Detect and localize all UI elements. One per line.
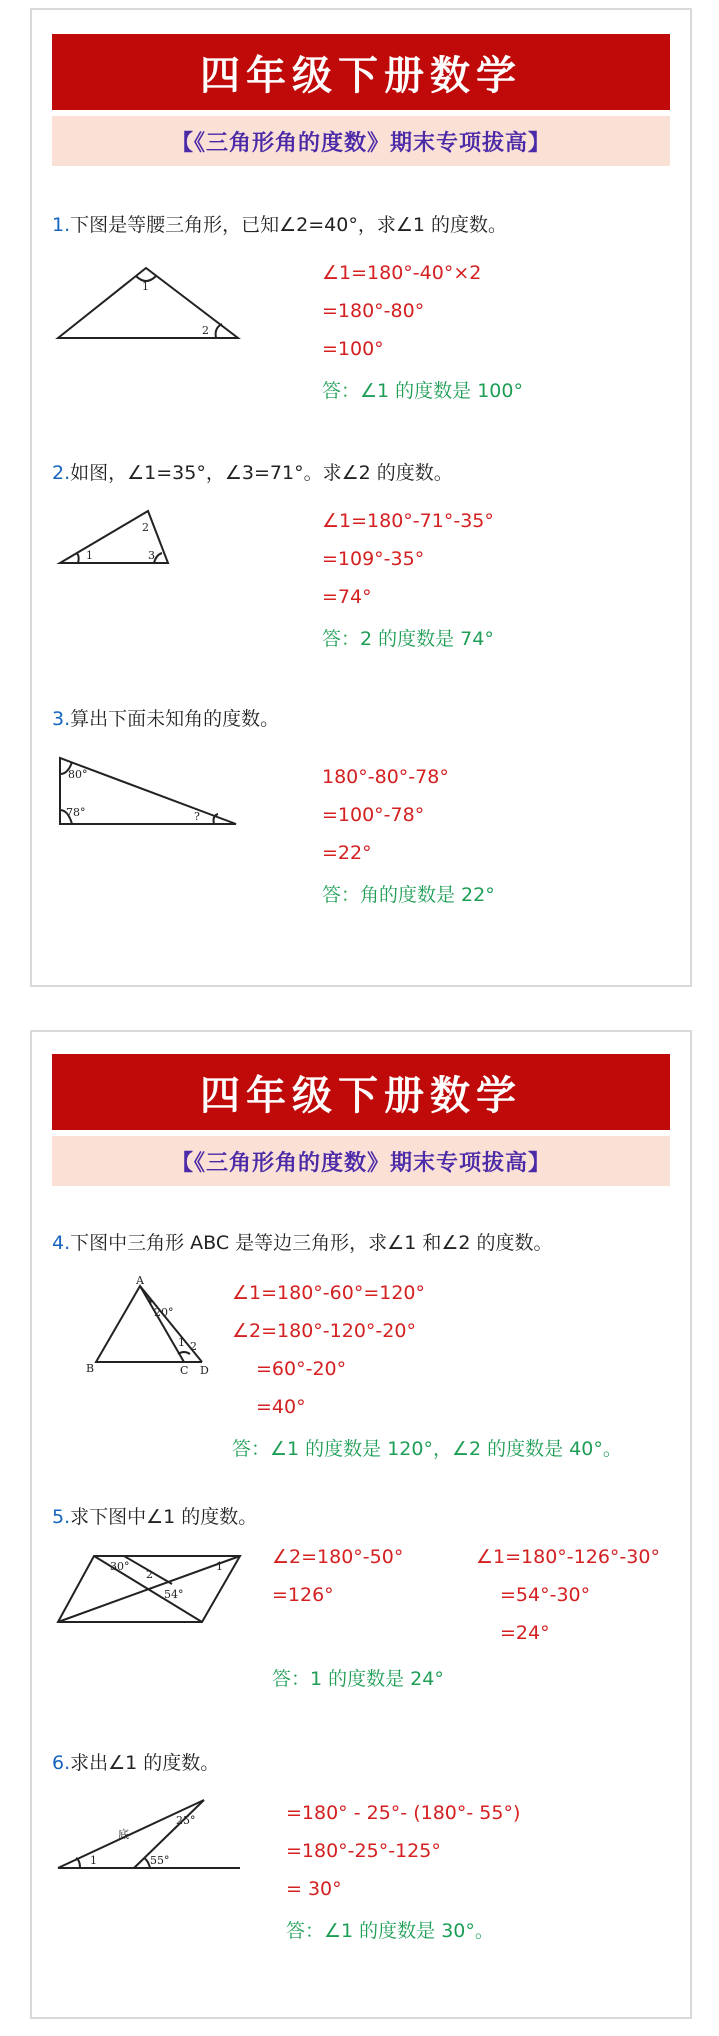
angle-label: 25° bbox=[176, 1814, 196, 1827]
angle-label: 3 bbox=[148, 549, 155, 562]
page-title: 四年级下册数学 bbox=[52, 1054, 670, 1130]
solution-step: 180°-80°-78° bbox=[322, 766, 449, 788]
triangle-figure-2 bbox=[56, 505, 176, 575]
question-5 bbox=[52, 1502, 257, 1529]
worksheet-card-2 bbox=[30, 1030, 692, 2019]
angle-label: 20° bbox=[154, 1306, 174, 1319]
vertex-label: D bbox=[200, 1364, 209, 1377]
solution-step: =24° bbox=[500, 1622, 550, 1644]
answer-text: 答：∠1 的度数是 30°。 bbox=[286, 1920, 494, 1942]
question-number: 1. bbox=[52, 214, 71, 236]
angle-label: 2 bbox=[202, 324, 209, 337]
angle-label: ? bbox=[194, 810, 200, 823]
page-subtitle: 【《三角形角的度数》期末专项拔高】 bbox=[52, 1136, 670, 1186]
question-text: 下图中三角形 ABC 是等边三角形，求∠1 和∠2 的度数。 bbox=[70, 1232, 553, 1254]
angle-label: 30° bbox=[110, 1560, 130, 1573]
angle-label: 2 bbox=[190, 1340, 197, 1353]
side-label: 底 bbox=[118, 1828, 129, 1841]
angle-label: 55° bbox=[150, 1854, 170, 1867]
parallelogram-figure bbox=[54, 1548, 244, 1628]
solution-step: =54°-30° bbox=[500, 1584, 591, 1606]
angle-label: 2 bbox=[142, 521, 149, 534]
solution-step: ∠1=180°-40°×2 bbox=[322, 262, 482, 284]
question-text: 求出∠1 的度数。 bbox=[70, 1752, 220, 1774]
question-number: 5. bbox=[52, 1506, 71, 1528]
angle-label: 1 bbox=[86, 549, 93, 562]
solution-step: =60°-20° bbox=[256, 1358, 347, 1380]
vertex-label: A bbox=[136, 1274, 144, 1287]
answer-text: 答：∠1 的度数是 100° bbox=[322, 380, 523, 402]
question-1 bbox=[52, 210, 507, 237]
solution-step: ∠1=180°-71°-35° bbox=[322, 510, 494, 532]
question-number: 3. bbox=[52, 708, 71, 730]
angle-label: 54° bbox=[164, 1588, 184, 1601]
solution-step: ∠1=180°-60°=120° bbox=[232, 1282, 426, 1304]
solution-step: =180°-25°-125° bbox=[286, 1840, 441, 1862]
question-text: 下图是等腰三角形，已知∠2=40°，求∠1 的度数。 bbox=[70, 214, 508, 236]
question-3 bbox=[52, 704, 279, 731]
angle-label: 1 bbox=[90, 1854, 97, 1867]
worksheet-card-1 bbox=[30, 8, 692, 987]
question-text: 如图，∠1=35°，∠3=71°。求∠2 的度数。 bbox=[70, 462, 453, 484]
isosceles-triangle-figure bbox=[52, 258, 242, 348]
vertex-label: C bbox=[180, 1364, 189, 1377]
answer-text: 答：角的度数是 22° bbox=[322, 884, 495, 906]
solution-step: =180°-80° bbox=[322, 300, 425, 322]
solution-step: =22° bbox=[322, 842, 372, 864]
triangle-figure-6 bbox=[54, 1794, 244, 1874]
question-text: 求下图中∠1 的度数。 bbox=[70, 1506, 258, 1528]
answer-text: 答：2 的度数是 74° bbox=[322, 628, 494, 650]
solution-step: =109°-35° bbox=[322, 548, 425, 570]
answer-text: 答：∠1 的度数是 120°，∠2 的度数是 40°。 bbox=[232, 1438, 622, 1460]
solution-step: =180° - 25°- (180°- 55°) bbox=[286, 1802, 521, 1824]
solution-step: =74° bbox=[322, 586, 372, 608]
triangle-figure-3 bbox=[54, 750, 244, 830]
question-number: 4. bbox=[52, 1232, 71, 1254]
solution-step: ∠2=180°-50° bbox=[272, 1546, 404, 1568]
solution-step: = 30° bbox=[286, 1878, 342, 1900]
solution-step: =126° bbox=[272, 1584, 334, 1606]
solution-step: =40° bbox=[256, 1396, 306, 1418]
question-2 bbox=[52, 458, 453, 485]
angle-label: 2 bbox=[146, 1568, 153, 1581]
page-title: 四年级下册数学 bbox=[52, 34, 670, 110]
angle-label: 1 bbox=[142, 280, 149, 293]
angle-label: 80° bbox=[68, 768, 88, 781]
angle-label: 1 bbox=[178, 1336, 185, 1349]
angle-label: 78° bbox=[66, 806, 86, 819]
solution-step: =100°-78° bbox=[322, 804, 425, 826]
vertex-label: B bbox=[86, 1362, 95, 1375]
question-number: 2. bbox=[52, 462, 71, 484]
angle-label: 1 bbox=[216, 1560, 223, 1573]
equilateral-triangle-figure bbox=[66, 1274, 209, 1378]
answer-text: 答：1 的度数是 24° bbox=[272, 1668, 444, 1690]
question-number: 6. bbox=[52, 1752, 71, 1774]
question-text: 算出下面未知角的度数。 bbox=[70, 708, 280, 730]
question-6 bbox=[52, 1748, 219, 1775]
solution-step: =100° bbox=[322, 338, 384, 360]
solution-step: ∠1=180°-126°-30° bbox=[476, 1546, 660, 1568]
question-4 bbox=[52, 1228, 553, 1255]
solution-step: ∠2=180°-120°-20° bbox=[232, 1320, 416, 1342]
page-subtitle: 【《三角形角的度数》期末专项拔高】 bbox=[52, 116, 670, 166]
